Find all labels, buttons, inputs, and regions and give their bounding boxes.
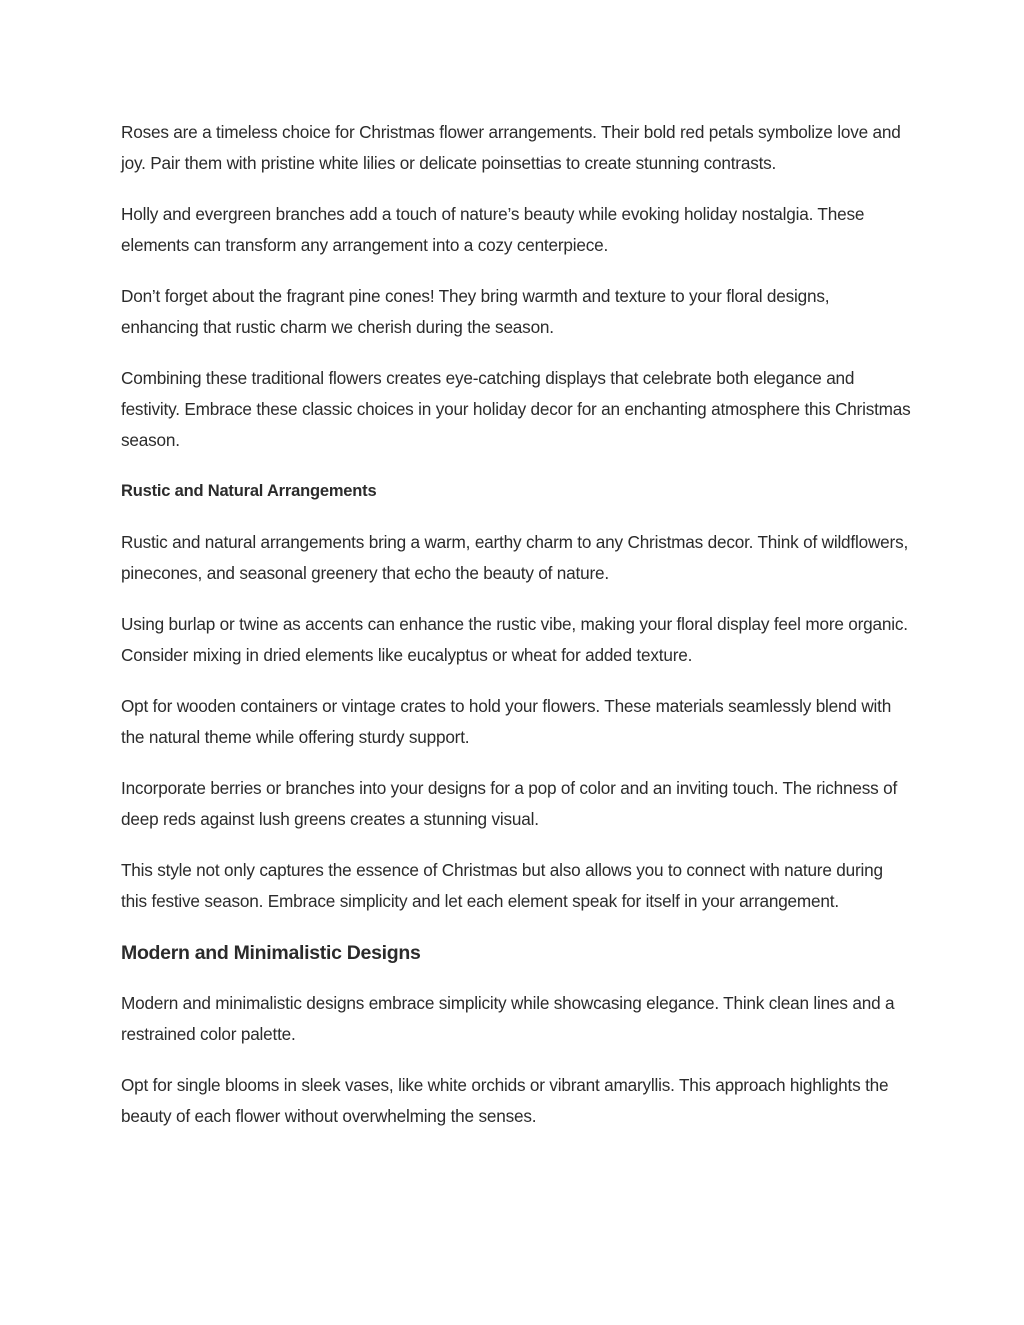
heading-modern-minimalistic: Modern and Minimalistic Designs [121,942,421,964]
heading-rustic-natural: Rustic and Natural Arrangements [121,482,377,500]
paragraph-combining-traditional: Combining these traditional flowers creates eye-catching displays that celebrate both elegance and festivity. Embrace these classic choices in your holiday decor for an enchanting atmosphere this Christmas season. [121,368,911,450]
document-page [121,117,911,1152]
paragraph-berries-branches: Incorporate berries or branches into your designs for a pop of color and an inviting touch. The richness of deep reds against lush greens creates a stunning visual. [121,778,898,829]
paragraph-pine-cones: Don’t forget about the fragrant pine cones! They bring warmth and texture to your floral designs, enhancing that rustic charm we cherish during the season. [121,286,830,337]
paragraph-rustic-style: This style not only captures the essence of Christmas but also allows you to connect with nature during this festive season. Embrace simplicity and let each element speak for itself in your arrangement. [121,860,883,911]
paragraph-rustic-intro: Rustic and natural arrangements bring a warm, earthy charm to any Christmas decor. Think of wildflowers, pinecones, and seasonal greenery that echo the beauty of nature. [121,532,909,583]
paragraph-roses: Roses are a timeless choice for Christmas flower arrangements. Their bold red petals symbolize love and joy. Pair them with pristine white lilies or delicate poinsettias to create stunning contrasts. [121,122,901,173]
paragraph-holly-evergreen: Holly and evergreen branches add a touch of nature’s beauty while evoking holiday nostalgia. These elements can transform any arrangement into a cozy centerpiece. [121,204,865,255]
paragraph-wooden-containers: Opt for wooden containers or vintage crates to hold your flowers. These materials seamlessly blend with the natural theme while offering sturdy support. [121,696,892,747]
paragraph-modern-intro: Modern and minimalistic designs embrace simplicity while showcasing elegance. Think clean lines and a restrained color palette. [121,993,895,1044]
paragraph-burlap-twine: Using burlap or twine as accents can enhance the rustic vibe, making your floral display feel more organic. Consider mixing in dried elements like eucalyptus or wheat for added texture. [121,614,908,665]
paragraph-single-blooms: Opt for single blooms in sleek vases, like white orchids or vibrant amaryllis. This approach highlights the beauty of each flower without overwhelming the senses. [121,1075,889,1126]
